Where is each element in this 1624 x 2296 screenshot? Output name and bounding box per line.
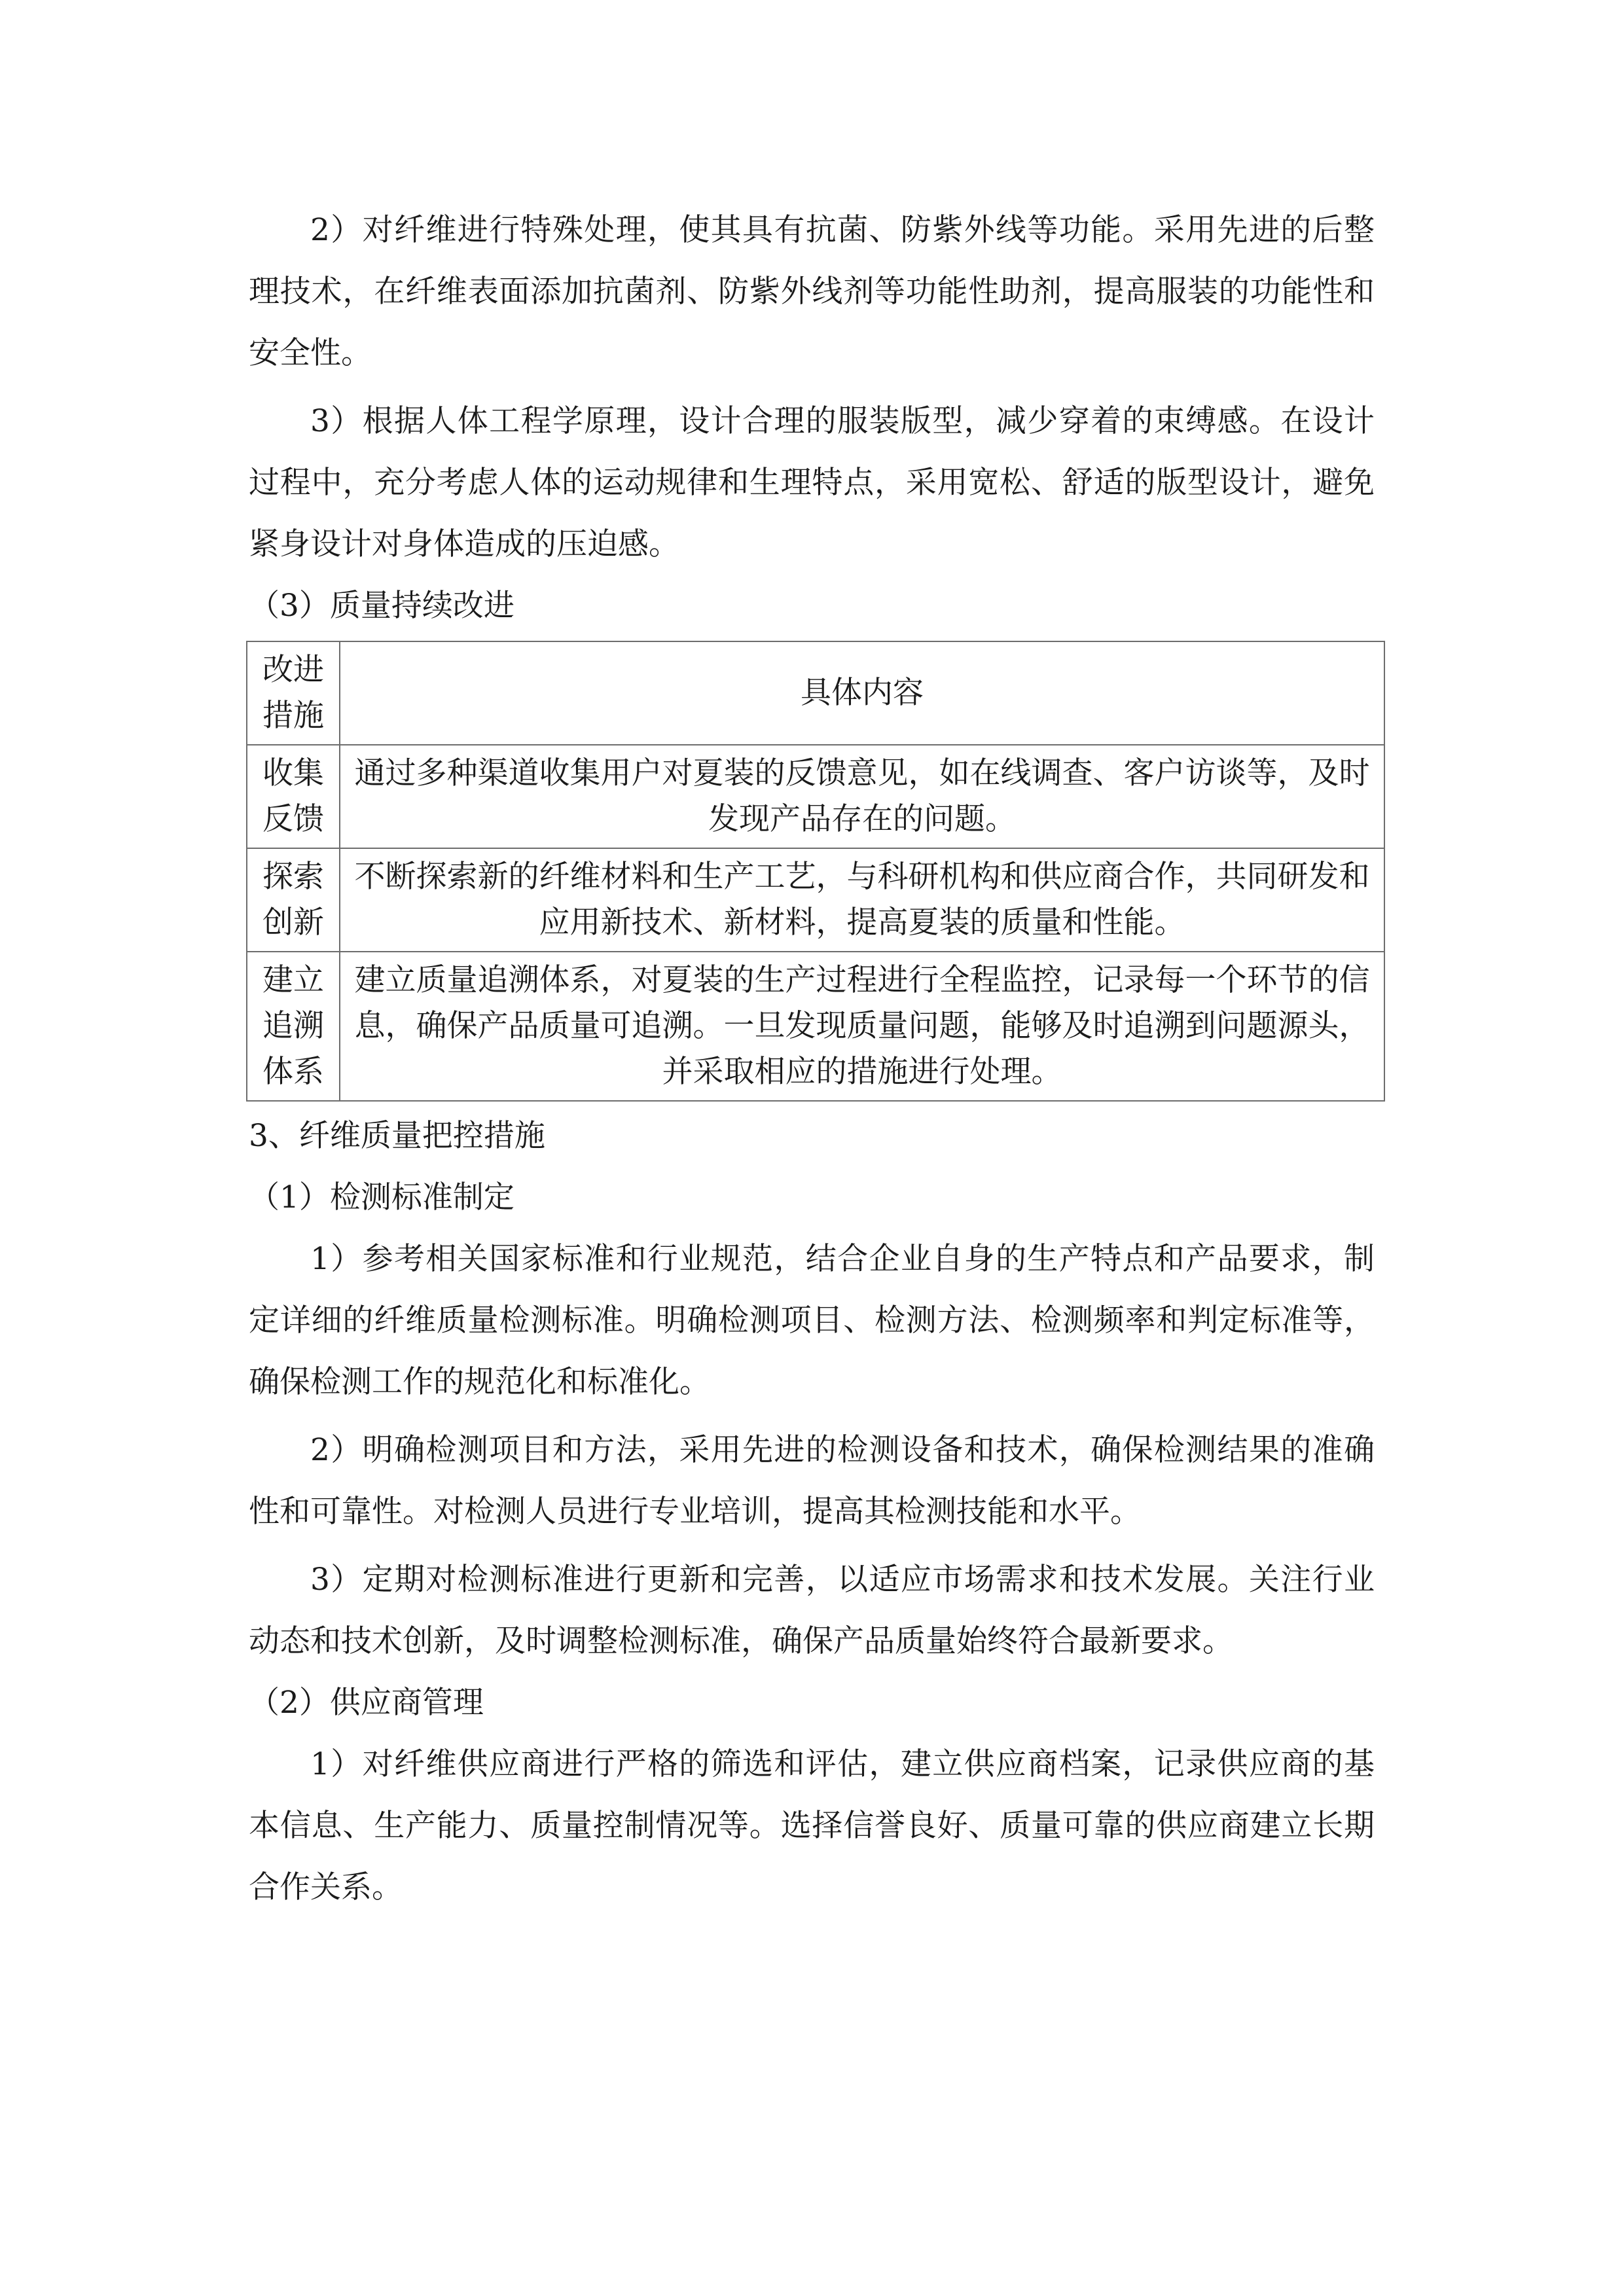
table-cell-measure: 收集反馈 xyxy=(247,745,340,848)
paragraph-standards-3: 3）定期对检测标准进行更新和完善，以适应市场需求和技术发展。关注行业动态和技术创新，及时调整检测标准，确保产品质量始终符合最新要求。 xyxy=(249,1562,1375,1659)
paragraph-supplier-1: 1）对纤维供应商进行严格的筛选和评估，建立供应商档案，记录供应商的基本信息、生产能力、质量控制情况等。选择信誉良好、质量可靠的供应商建立长期合作关系。 xyxy=(249,1746,1375,1905)
table-row xyxy=(247,745,1384,848)
table-cell-content: 通过多种渠道收集用户对夏装的反馈意见，如在线调查、客户访谈等，及时发现产品存在的问题。 xyxy=(340,745,1384,848)
heading-fiber-quality-control: 3、纤维质量把控措施 xyxy=(249,1118,545,1154)
paragraph-antibacterial: 2）对纤维进行特殊处理，使其具有抗菌、防紫外线等功能。采用先进的后整理技术，在纤维表面添加抗菌剂、防紫外线剂等功能性助剂，提高服装的功能性和安全性。 xyxy=(249,212,1375,371)
table-header-measure: 改进措施 xyxy=(247,641,340,745)
page-content xyxy=(249,200,1375,1918)
heading-supplier-management: （2）供应商管理 xyxy=(249,1685,484,1721)
table-header-content: 具体内容 xyxy=(340,641,1384,745)
quality-improvement-table xyxy=(246,641,1385,1102)
heading-test-standards: （1）检测标准制定 xyxy=(249,1179,514,1215)
table-cell-content: 建立质量追溯体系，对夏装的生产过程进行全程监控，记录每一个环节的信息，确保产品质量可追溯。一旦发现质量问题，能够及时追溯到问题源头，并采取相应的措施进行处理。 xyxy=(340,952,1384,1101)
table-cell-measure: 探索创新 xyxy=(247,848,340,952)
table-row xyxy=(247,952,1384,1101)
paragraph-standards-1: 1）参考相关国家标准和行业规范，结合企业自身的生产特点和产品要求，制定详细的纤维质量检测标准。明确检测项目、检测方法、检测频率和判定标准等，确保检测工作的规范化和标准化。 xyxy=(249,1241,1375,1400)
paragraph-standards-2: 2）明确检测项目和方法，采用先进的检测设备和技术，确保检测结果的准确性和可靠性。对检测人员进行专业培训，提高其检测技能和水平。 xyxy=(249,1432,1375,1530)
table-row xyxy=(247,848,1384,952)
table-header-row xyxy=(247,641,1384,745)
heading-quality-improvement: （3）质量持续改进 xyxy=(249,588,514,624)
table-cell-content: 不断探索新的纤维材料和生产工艺，与科研机构和供应商合作，共同研发和应用新技术、新材料，提高夏装的质量和性能。 xyxy=(340,848,1384,952)
paragraph-ergonomics: 3）根据人体工程学原理，设计合理的服装版型，减少穿着的束缚感。在设计过程中，充分考虑人体的运动规律和生理特点，采用宽松、舒适的版型设计，避免紧身设计对身体造成的压迫感。 xyxy=(249,403,1375,562)
table-cell-measure: 建立追溯体系 xyxy=(247,952,340,1101)
